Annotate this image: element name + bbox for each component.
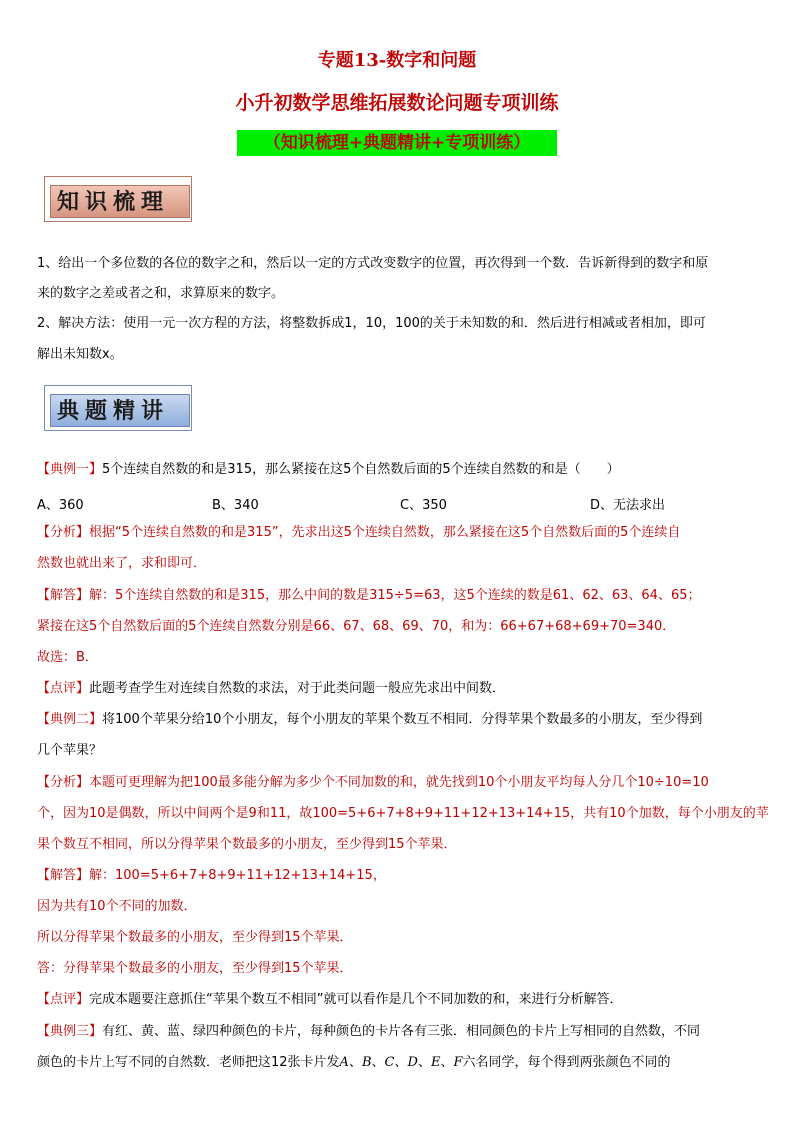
knowledge-line-2: 来的数字之差或者之和，求算原来的数字。	[37, 286, 285, 301]
example2-solution: 【解答】解：100=5+6+7+8+9+11+12+13+14+15，	[37, 868, 386, 883]
example1-analysis-cont: 然数也就出来了，求和即可．	[37, 556, 207, 571]
subtitle-banner: （知识梳理+典题精讲+专项训练）	[237, 130, 557, 156]
example2-analysis: 【分析】本题可更理解为把100最多能分解为多少个不同加数的和，就先找到10个小朋友平均每人分几个10÷10=10	[37, 775, 709, 790]
example2-analysis-line-3: 果个数互不相同，所以分得苹果个数最多的小朋友，至少得到15个苹果．	[37, 837, 457, 852]
knowledge-line-3: 2、解决方法：使用一元一次方程的方法，将整数拆成1，10，100的关于未知数的和．然后进行相减或者相加，即可	[37, 316, 706, 331]
example2-question: 【典例二】将100个苹果分给10个小朋友，每个小朋友的苹果个数互不相同．分得苹果个数最多的小朋友，至少得到	[37, 712, 703, 727]
example1-solution: 【解答】解：5个连续自然数的和是315，那么中间的数是315÷5=63，这5个连续的数是61、62、63、64、65；	[37, 588, 701, 603]
example2-answer: 答：分得苹果个数最多的小朋友，至少得到15个苹果．	[37, 961, 353, 976]
example3-tag: 【典例三】	[37, 1024, 103, 1039]
knowledge-line-1: 1、给出一个多位数的各位的数字之和，然后以一定的方式改变数字的位置，再次得到一个数．告诉新得到的数字和原	[37, 256, 709, 271]
example1-tag: 【典例一】	[37, 462, 103, 477]
example1-choice: 故选：B．	[37, 650, 98, 665]
document-title: 专题13-数字和问题	[317, 50, 477, 71]
knowledge-line-4: 解出未知数x。	[37, 347, 123, 362]
example2-tag: 【典例二】	[37, 712, 103, 727]
option-a: A、360	[37, 498, 84, 513]
document-subtitle: 小升初数学思维拓展数论问题专项训练	[235, 92, 559, 114]
example2-solution-line-3: 所以分得苹果个数最多的小朋友，至少得到15个苹果．	[37, 930, 353, 945]
example2-comment: 【点评】完成本题要注意抓住“苹果个数互不相同”就可以看作是几个不同加数的和，来进行分析解答．	[37, 992, 623, 1007]
section-header-knowledge	[44, 176, 192, 222]
option-c: C、350	[400, 498, 447, 513]
section-header-examples	[44, 385, 192, 431]
example1-comment: 【点评】此题考查学生对连续自然数的求法，对于此类问题一般应先求出中间数．	[37, 681, 506, 696]
example1-analysis: 【分析】根据“5个连续自然数的和是315”，先求出这5个连续自然数，那么紧接在这5个自然数后面的5个连续自	[37, 525, 681, 540]
example1-solution-line-2: 紧接在这5个自然数后面的5个连续自然数分别是66、67、68、69、70，和为：66+67+68+69+70=340．	[37, 619, 676, 634]
example3-question-cont: 颜色的卡片上写不同的自然数．老师把这12张卡片发A、B、C、D、E、F六名同学，每个得到两张颜色不同的	[37, 1055, 671, 1070]
example2-question-cont: 几个苹果？	[37, 743, 103, 758]
section-label: 知识梳理	[50, 185, 190, 218]
option-b: B、340	[212, 498, 259, 513]
example1-question: 【典例一】5个连续自然数的和是315，那么紧接在这5个自然数后面的5个连续自然数的和是（ ）	[37, 462, 620, 477]
example2-analysis-line-2: 个，因为10是偶数，所以中间两个是9和11，故100=5+6+7+8+9+11+12+13+14+15，共有10个加数，每个小朋友的苹	[37, 806, 769, 821]
section-label: 典题精讲	[50, 394, 190, 427]
example3-question: 【典例三】有红、黄、蓝、绿四种颜色的卡片，每种颜色的卡片各有三张．相同颜色的卡片上写相同的自然数，不同	[37, 1024, 701, 1039]
option-d: D、无法求出	[590, 498, 666, 513]
example2-solution-line-2: 因为共有10个不同的加数．	[37, 899, 197, 914]
